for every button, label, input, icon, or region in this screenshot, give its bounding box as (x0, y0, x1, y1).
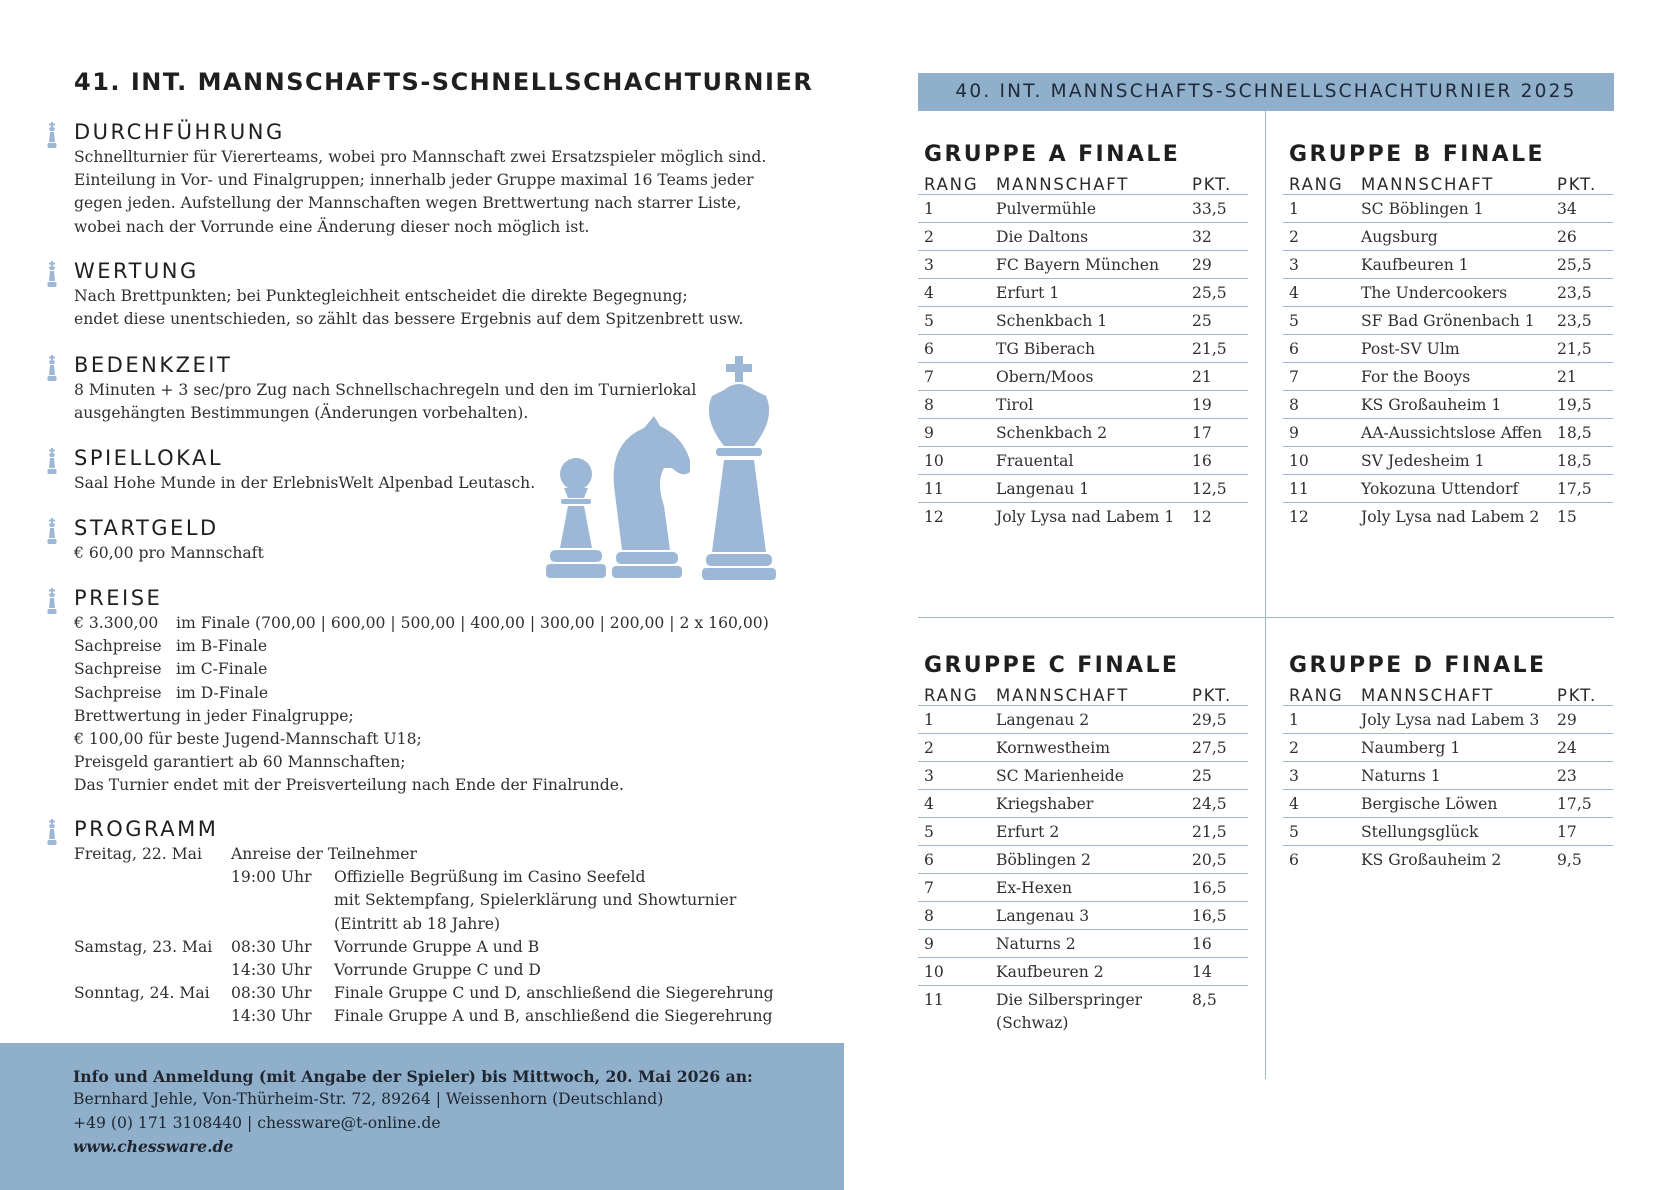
team-cell: Langenau 3 (996, 902, 1192, 930)
chess-king-icon (46, 448, 58, 474)
points-cell: 23,5 (1557, 307, 1613, 335)
king-icon (702, 356, 776, 580)
prize-desc: im C-Finale (176, 660, 268, 679)
rank-cell: 4 (918, 279, 996, 307)
rank-cell: 1 (918, 706, 996, 734)
schedule-row (74, 936, 794, 959)
team-cell: FC Bayern München (996, 251, 1192, 279)
text-line: Saal Hohe Munde in der ErlebnisWelt Alpenbad Leutasch. (74, 474, 536, 492)
result-row (918, 818, 1248, 846)
team-cell: Joly Lysa nad Labem 1 (996, 508, 1175, 526)
result-row (918, 447, 1248, 475)
team-cell: Pulvermühle (996, 195, 1192, 223)
schedule-day (74, 959, 231, 982)
text-line: ausgehängten Bestimmungen (Änderungen vorbehalten). (74, 404, 529, 423)
points-cell: 17,5 (1557, 475, 1613, 503)
points-cell: 21,5 (1557, 335, 1613, 363)
team-cell: Kriegshaber (996, 790, 1192, 818)
schedule-event: Vorrunde Gruppe A und B (334, 937, 540, 956)
result-row (918, 475, 1248, 503)
points-cell: 12,5 (1192, 475, 1248, 503)
result-row (1283, 790, 1613, 818)
points-cell: 14 (1192, 958, 1248, 986)
rank-cell: 5 (918, 307, 996, 335)
schedule-event: (Eintritt ab 18 Jahre) (334, 914, 501, 933)
team-cell: Böblingen 2 (996, 846, 1192, 874)
result-row (918, 930, 1248, 958)
points-cell: 23 (1557, 762, 1613, 790)
rank-cell: 2 (1283, 734, 1361, 762)
schedule-time: 14:30 Uhr (231, 961, 312, 980)
rank-cell: 6 (918, 846, 996, 874)
section-heading: STARTGELD (74, 516, 219, 540)
result-row (1283, 251, 1613, 279)
schedule-time (231, 913, 334, 936)
points-cell: 29,5 (1192, 706, 1248, 734)
prize-desc: im Finale (700,00 | 600,00 | 500,00 | 400,00 | 300,00 | 200,00 | 2 x 160,00) (176, 614, 769, 632)
schedule-row (74, 959, 794, 982)
section-text (74, 285, 794, 331)
points-cell: 19 (1192, 391, 1248, 419)
rank-cell: 7 (1283, 363, 1361, 391)
text-line: Preisgeld garantiert ab 60 Mannschaften; (74, 753, 406, 772)
points-cell: 34 (1557, 195, 1613, 223)
rank-cell: 11 (924, 991, 944, 1009)
results-table (918, 170, 1248, 530)
points-cell: 16,5 (1192, 874, 1248, 902)
points-cell: 24 (1557, 734, 1613, 762)
rank-cell: 4 (1283, 279, 1361, 307)
col-points: PKT. (1557, 681, 1613, 706)
result-row (1283, 363, 1613, 391)
result-row (918, 762, 1248, 790)
section-preise (74, 584, 794, 798)
team-cell: For the Booys (1361, 363, 1557, 391)
group-b-results (1283, 140, 1613, 530)
prize-row (74, 682, 794, 705)
schedule-time: 08:30 Uhr (231, 984, 312, 1003)
points-cell: 25,5 (1557, 251, 1613, 279)
section-wertung (74, 257, 794, 331)
col-team: MANNSCHAFT (1361, 681, 1557, 706)
schedule-event: Offizielle Begrüßung im Casino Seefeld (334, 868, 646, 887)
col-team: MANNSCHAFT (996, 681, 1192, 706)
col-team: MANNSCHAFT (996, 170, 1192, 195)
pawn-icon (546, 458, 606, 578)
registration-info: Info und Anmeldung (mit Angabe der Spieler) bis Mittwoch, 20. Mai 2026 an: (73, 1067, 753, 1086)
result-row (1283, 846, 1613, 874)
tournament-title: 41. INT. MANNSCHAFTS-SCHNELLSCHACHTURNIER (74, 68, 814, 96)
points-cell: 17,5 (1557, 790, 1613, 818)
rank-cell: 1 (1283, 195, 1361, 223)
result-row (918, 874, 1248, 902)
knight-icon (612, 416, 690, 578)
col-rank: RANG (918, 170, 996, 195)
schedule-day (74, 913, 231, 936)
schedule-event: mit Sektempfang, Spielerklärung und Showturnier (334, 891, 737, 910)
rank-cell: 9 (918, 930, 996, 958)
schedule-time: 08:30 Uhr (231, 937, 312, 956)
team-cell: SC Böblingen 1 (1361, 195, 1557, 223)
team-cell: AA-Aussichtslose Affen (1361, 419, 1557, 447)
points-cell: 29 (1557, 706, 1613, 734)
result-row (1283, 307, 1613, 335)
section-heading: SPIELLOKAL (74, 446, 224, 470)
schedule-day (74, 1005, 231, 1028)
group-title: GRUPPE A FINALE (924, 142, 1181, 167)
result-row (918, 790, 1248, 818)
points-cell: 16,5 (1192, 902, 1248, 930)
schedule-day (74, 889, 231, 912)
rank-cell: 12 (924, 508, 944, 526)
text-line: € 100,00 für beste Jugend-Mannschaft U18; (74, 730, 422, 749)
team-cell: Kaufbeuren 2 (996, 958, 1192, 986)
rank-cell: 5 (1283, 818, 1361, 846)
team-cell: Post-SV Ulm (1361, 335, 1557, 363)
team-cell: Langenau 1 (996, 475, 1192, 503)
result-row (918, 846, 1248, 874)
schedule-row (74, 866, 794, 889)
rank-cell: 1 (1283, 706, 1361, 734)
team-cell: The Undercookers (1361, 279, 1557, 307)
schedule-event: Finale Gruppe C und D, anschließend die Siegerehrung (334, 984, 774, 1003)
col-rank: RANG (1283, 681, 1361, 706)
rank-cell: 11 (918, 475, 996, 503)
team-cell: Bergische Löwen (1361, 790, 1557, 818)
team-cell: Schenkbach 2 (996, 419, 1192, 447)
rank-cell: 12 (1289, 508, 1309, 526)
team-cell: Ex-Hexen (996, 874, 1192, 902)
prize-row (74, 635, 794, 658)
rank-cell: 3 (918, 762, 996, 790)
points-cell: 26 (1557, 223, 1613, 251)
text-line: Einteilung in Vor- und Finalgruppen; innerhalb jeder Gruppe maximal 16 Teams jeder (74, 171, 754, 190)
result-row (1283, 419, 1613, 447)
points-cell: 18,5 (1557, 447, 1613, 475)
section-heading: DURCHFÜHRUNG (74, 120, 285, 144)
text-line: Schnellturnier für Viererteams, wobei pro Mannschaft zwei Ersatzspieler möglich sind. (74, 148, 767, 166)
section-heading: PREISE (74, 586, 163, 610)
result-row (918, 363, 1248, 391)
rank-cell: 7 (918, 363, 996, 391)
points-cell: 32 (1192, 223, 1248, 251)
points-cell: 8,5 (1192, 991, 1217, 1009)
schedule-row (74, 843, 794, 866)
points-cell: 21 (1192, 363, 1248, 391)
team-cell: KS Großauheim 2 (1361, 851, 1502, 869)
rank-cell: 3 (1283, 251, 1361, 279)
rank-cell: 3 (1283, 762, 1361, 790)
group-a-results (918, 140, 1248, 530)
points-cell: 20,5 (1192, 846, 1248, 874)
result-row (918, 503, 1248, 531)
points-cell: 25 (1192, 307, 1248, 335)
col-rank: RANG (918, 681, 996, 706)
result-row (1283, 195, 1613, 223)
points-cell: 17 (1557, 818, 1613, 846)
schedule-row (74, 982, 794, 1005)
schedule-time: Anreise der Teilnehmer (231, 845, 417, 863)
rank-cell: 10 (1283, 447, 1361, 475)
text-line: Das Turnier endet mit der Preisverteilung nach Ende der Finalrunde. (74, 776, 624, 795)
schedule-time (231, 889, 334, 912)
schedule-day (74, 866, 231, 889)
team-cell: Stellungsglück (1361, 818, 1557, 846)
group-c-results (918, 651, 1248, 1036)
team-cell: Die Daltons (996, 223, 1192, 251)
points-cell: 21,5 (1192, 818, 1248, 846)
schedule-day: Samstag, 23. Mai (74, 937, 213, 956)
group-title: GRUPPE B FINALE (1289, 142, 1545, 167)
team-cell: Yokozuna Uttendorf (1361, 475, 1557, 503)
team-cell: Joly Lysa nad Labem 3 (1361, 706, 1557, 734)
schedule-time: 14:30 Uhr (231, 1007, 312, 1026)
prize-amount: Sachpreise (74, 660, 162, 679)
prize-desc: im B-Finale (176, 637, 268, 656)
points-cell: 27,5 (1192, 734, 1248, 762)
results-banner: 40. INT. MANNSCHAFTS-SCHNELLSCHACHTURNIER 2025 (918, 73, 1614, 111)
section-text (74, 612, 794, 798)
team-cell: SC Marienheide (996, 762, 1192, 790)
result-row (918, 335, 1248, 363)
result-row (1283, 762, 1613, 790)
result-row (1283, 223, 1613, 251)
prize-row (74, 612, 794, 635)
rank-cell: 5 (1283, 307, 1361, 335)
col-points: PKT. (1557, 170, 1613, 195)
rank-cell: 2 (918, 734, 996, 762)
points-cell: 21,5 (1192, 335, 1248, 363)
prize-amount: € 3.300,00 (74, 614, 159, 632)
result-row (1283, 335, 1613, 363)
results-table (1283, 170, 1613, 530)
team-cell: Tirol (996, 391, 1192, 419)
schedule-event: Finale Gruppe A und B, anschließend die Siegerehrung (334, 1007, 773, 1026)
col-points: PKT. (1192, 681, 1248, 706)
rank-cell: 8 (918, 391, 996, 419)
result-row (918, 734, 1248, 762)
result-row (918, 223, 1248, 251)
organizer-address: Bernhard Jehle, Von-Thürheim-Str. 72, 89264 | Weissenhorn (Deutschland) (73, 1090, 664, 1109)
result-row (1283, 706, 1613, 734)
rank-cell: 8 (918, 902, 996, 930)
text-line: 8 Minuten + 3 sec/pro Zug nach Schnellschachregeln und den im Turnierlokal (74, 381, 697, 399)
points-cell: 25,5 (1192, 279, 1248, 307)
prize-amount: Sachpreise (74, 637, 162, 656)
col-points: PKT. (1192, 170, 1248, 195)
rank-cell: 2 (1283, 223, 1361, 251)
points-cell: 16 (1192, 447, 1248, 475)
result-row (1283, 503, 1613, 531)
section-text (74, 146, 794, 239)
rank-cell: 1 (918, 195, 996, 223)
col-rank: RANG (1283, 170, 1361, 195)
row-divider (918, 617, 1614, 618)
team-cell: Erfurt 1 (996, 279, 1192, 307)
points-cell: 9,5 (1557, 851, 1582, 869)
section-heading: BEDENKZEIT (74, 353, 233, 377)
rank-cell: 6 (1283, 335, 1361, 363)
team-cell: Naturns 1 (1361, 762, 1557, 790)
contact-phone-email[interactable]: +49 (0) 171 3108440 | chessware@t-online.de (73, 1113, 441, 1132)
website-link[interactable]: www.chessware.de (73, 1136, 234, 1156)
team-cell: Kornwestheim (996, 734, 1192, 762)
points-cell: 33,5 (1192, 195, 1248, 223)
result-row (1283, 818, 1613, 846)
rank-cell: 10 (918, 447, 996, 475)
team-cell: Kaufbeuren 1 (1361, 251, 1557, 279)
result-row (918, 391, 1248, 419)
points-cell: 15 (1557, 508, 1577, 526)
result-row (918, 251, 1248, 279)
points-cell: 12 (1192, 508, 1212, 526)
rank-cell: 9 (1283, 419, 1361, 447)
team-cell: Erfurt 2 (996, 818, 1192, 846)
team-cell: Naumberg 1 (1361, 734, 1557, 762)
rank-cell: 5 (918, 818, 996, 846)
section-heading: PROGRAMM (74, 817, 219, 841)
results-table (1283, 681, 1613, 873)
schedule-event: Vorrunde Gruppe C und D (334, 961, 541, 980)
result-row (918, 958, 1248, 986)
result-row (918, 986, 1248, 1037)
points-cell: 29 (1192, 251, 1248, 279)
rank-cell: 6 (918, 335, 996, 363)
text-line: Brettwertung in jeder Finalgruppe; (74, 706, 354, 725)
contact-footer (0, 1043, 844, 1190)
schedule-day: Sonntag, 24. Mai (74, 984, 210, 1003)
rank-cell: 4 (1283, 790, 1361, 818)
prize-row (74, 658, 794, 681)
rank-cell: 7 (918, 874, 996, 902)
points-cell: 19,5 (1557, 391, 1613, 419)
rank-cell: 8 (1283, 391, 1361, 419)
result-row (1283, 279, 1613, 307)
points-cell: 18,5 (1557, 419, 1613, 447)
schedule-row (74, 889, 794, 912)
points-cell: 24,5 (1192, 790, 1248, 818)
result-row (1283, 391, 1613, 419)
team-cell: Joly Lysa nad Labem 2 (1361, 508, 1540, 526)
schedule-day: Freitag, 22. Mai (74, 845, 202, 863)
schedule (74, 843, 794, 1029)
team-cell: Naturns 2 (996, 930, 1192, 958)
rank-cell: 2 (918, 223, 996, 251)
result-row (918, 706, 1248, 734)
text-line: € 60,00 pro Mannschaft (74, 544, 264, 562)
team-cell: Die Silberspringer (Schwaz) (996, 991, 1143, 1032)
section-durchfuehrung (74, 118, 794, 239)
points-cell: 16 (1192, 930, 1248, 958)
chess-king-icon (46, 122, 58, 148)
result-row (1283, 475, 1613, 503)
result-row (918, 279, 1248, 307)
team-cell: Augsburg (1361, 223, 1557, 251)
team-cell: Frauental (996, 447, 1192, 475)
team-cell: TG Biberach (996, 335, 1192, 363)
section-heading: WERTUNG (74, 259, 199, 283)
chess-king-icon (46, 819, 58, 845)
team-cell: Schenkbach 1 (996, 307, 1192, 335)
result-row (1283, 447, 1613, 475)
group-title: GRUPPE C FINALE (924, 653, 1180, 678)
schedule-time: 19:00 Uhr (231, 868, 312, 887)
rank-cell: 6 (1289, 851, 1299, 869)
points-cell: 21 (1557, 363, 1613, 391)
results-table (918, 681, 1248, 1036)
col-team: MANNSCHAFT (1361, 170, 1557, 195)
chess-king-icon (46, 588, 58, 614)
group-d-results (1283, 651, 1613, 873)
team-cell: SF Bad Grönenbach 1 (1361, 307, 1557, 335)
section-programm (74, 815, 794, 1029)
text-line: wobei nach der Vorrunde eine Änderung dieser noch möglich ist. (74, 217, 590, 236)
team-cell: KS Großauheim 1 (1361, 391, 1557, 419)
result-row (918, 307, 1248, 335)
team-cell: Langenau 2 (996, 706, 1192, 734)
rank-cell: 10 (918, 958, 996, 986)
rank-cell: 11 (1283, 475, 1361, 503)
points-cell: 23,5 (1557, 279, 1613, 307)
column-divider (1265, 111, 1266, 1079)
text-line: gegen jeden. Aufstellung der Mannschaften wegen Brettwertung nach starrer Liste, (74, 194, 742, 213)
points-cell: 17 (1192, 419, 1248, 447)
rank-cell: 4 (918, 790, 996, 818)
team-cell: Obern/Moos (996, 363, 1192, 391)
schedule-row (74, 913, 794, 936)
points-cell: 25 (1192, 762, 1248, 790)
chess-king-icon (46, 355, 58, 381)
result-row (918, 419, 1248, 447)
text-line: Nach Brettpunkten; bei Punktegleichheit entscheidet die direkte Begegnung; (74, 287, 688, 305)
result-row (1283, 734, 1613, 762)
team-cell: SV Jedesheim 1 (1361, 447, 1557, 475)
rank-cell: 3 (918, 251, 996, 279)
rank-cell: 9 (918, 419, 996, 447)
schedule-row (74, 1005, 794, 1028)
chess-king-icon (46, 261, 58, 287)
chess-king-icon (46, 518, 58, 544)
prize-desc: im D-Finale (176, 683, 269, 702)
text-line: endet diese unentschieden, so zählt das bessere Ergebnis auf dem Spitzenbrett usw. (74, 310, 744, 329)
result-row (918, 195, 1248, 223)
prize-amount: Sachpreise (74, 683, 162, 702)
group-title: GRUPPE D FINALE (1289, 653, 1547, 678)
result-row (918, 902, 1248, 930)
chess-pieces-illustration (540, 356, 790, 584)
